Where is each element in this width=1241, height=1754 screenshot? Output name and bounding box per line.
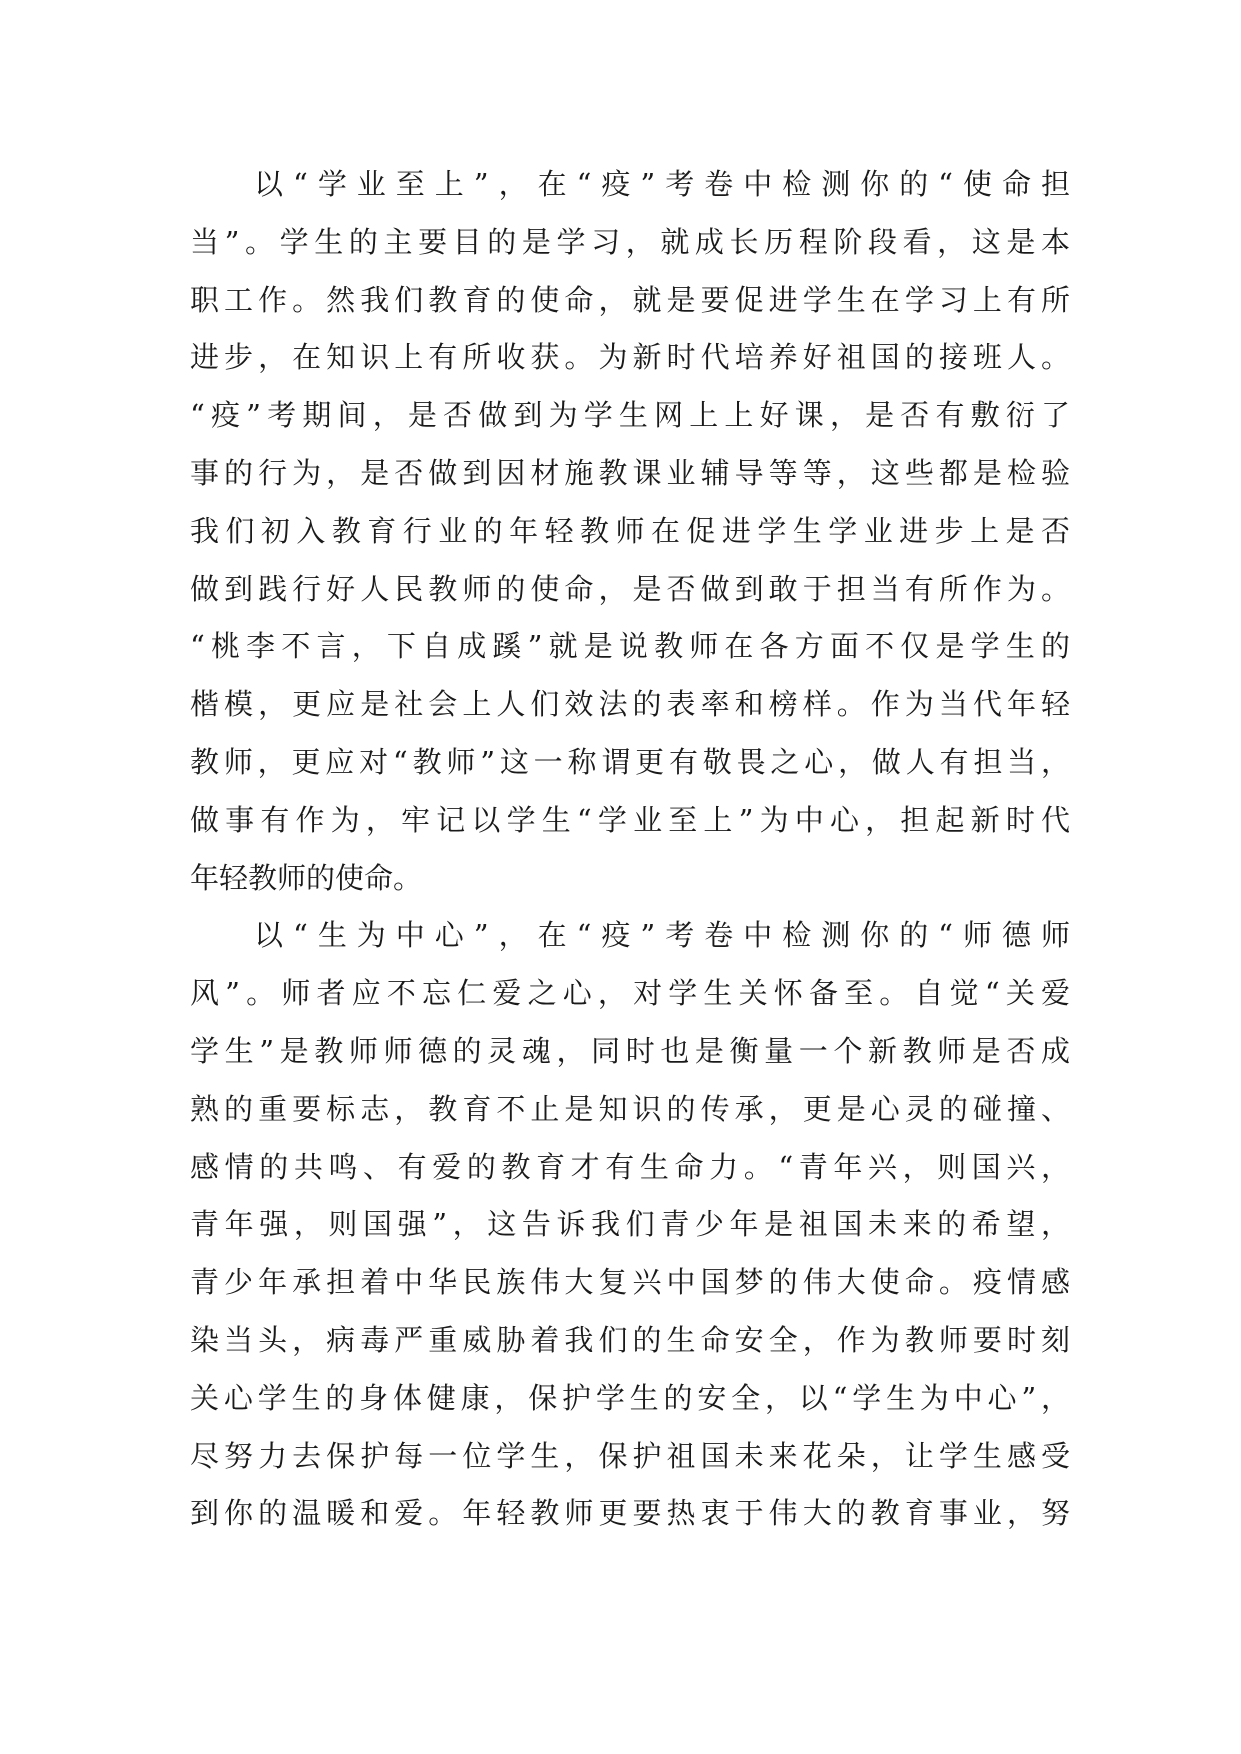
- paragraph-1-line-1: 以“学业至上”，在“疫”考卷中检测你的“使命担: [254, 167, 1070, 201]
- paragraph-2-line-10: 尽努力去保护每一位学生，保护祖国未来花朵，让学生感受: [190, 1438, 1070, 1473]
- paragraph-2-line-4: 熟的重要标志，教育不止是知识的传承，更是心灵的碰撞、: [190, 1091, 1070, 1126]
- paragraph-1-line-13: 年轻教师的使命。: [190, 860, 423, 895]
- paragraph-2-line-7: 青少年承担着中华民族伟大复兴中国梦的伟大使命。疫情感: [190, 1265, 1070, 1300]
- paragraph-1-line-2: 当”。学生的主要目的是学习，就成长历程阶段看，这是本: [190, 224, 1070, 259]
- paragraph-1-line-4: 进步，在知识上有所收获。为新时代培养好祖国的接班人。: [190, 340, 1070, 375]
- paragraph-1-line-10: 楷模，更应是社会上人们效法的表率和榜样。作为当代年轻: [190, 687, 1070, 722]
- paragraph-1-line-9: “桃李不言，下自成蹊”就是说教师在各方面不仅是学生的: [190, 629, 1070, 664]
- paragraph-2-line-8: 染当头，病毒严重威胁着我们的生命安全，作为教师要时刻: [190, 1322, 1070, 1357]
- paragraph-1-line-6: 事的行为，是否做到因材施教课业辅导等等，这些都是检验: [190, 455, 1070, 490]
- paragraph-2-line-6: 青年强，则国强”，这告诉我们青少年是祖国未来的希望，: [190, 1207, 1070, 1242]
- paragraph-2-line-9: 关心学生的身体健康，保护学生的安全，以“学生为中心”，: [190, 1380, 1070, 1415]
- paragraph-2-line-1: 以“生为中心”，在“疫”考卷中检测你的“师德师: [254, 918, 1070, 953]
- paragraph-2-line-2: 风”。师者应不忘仁爱之心，对学生关怀备至。自觉“关爱: [190, 976, 1070, 1011]
- paragraph-1-line-7: 我们初入教育行业的年轻教师在促进学生学业进步上是否: [190, 513, 1070, 548]
- body-text: [190, 156, 1070, 1543]
- paragraph-1-line-5: “疫”考期间，是否做到为学生网上上好课，是否有敷衍了: [190, 398, 1070, 433]
- paragraph-2-line-3: 学生”是教师师德的灵魂，同时也是衡量一个新教师是否成: [190, 1033, 1070, 1068]
- paragraph-2-line-5: 感情的共鸣、有爱的教育才有生命力。“青年兴，则国兴，: [190, 1149, 1070, 1184]
- paragraph-1-line-3: 职工作。然我们教育的使命，就是要促进学生在学习上有所: [190, 282, 1070, 317]
- paragraph-1-line-8: 做到践行好人民教师的使命，是否做到敢于担当有所作为。: [190, 571, 1070, 606]
- paragraph-2-line-11: 到你的温暖和爱。年轻教师更要热衷于伟大的教育事业，努: [190, 1496, 1070, 1531]
- paragraph-1-line-12: 做事有作为，牢记以学生“学业至上”为中心，担起新时代: [190, 802, 1070, 837]
- paragraph-1-line-11: 教师，更应对“教师”这一称谓更有敬畏之心，做人有担当，: [190, 744, 1070, 779]
